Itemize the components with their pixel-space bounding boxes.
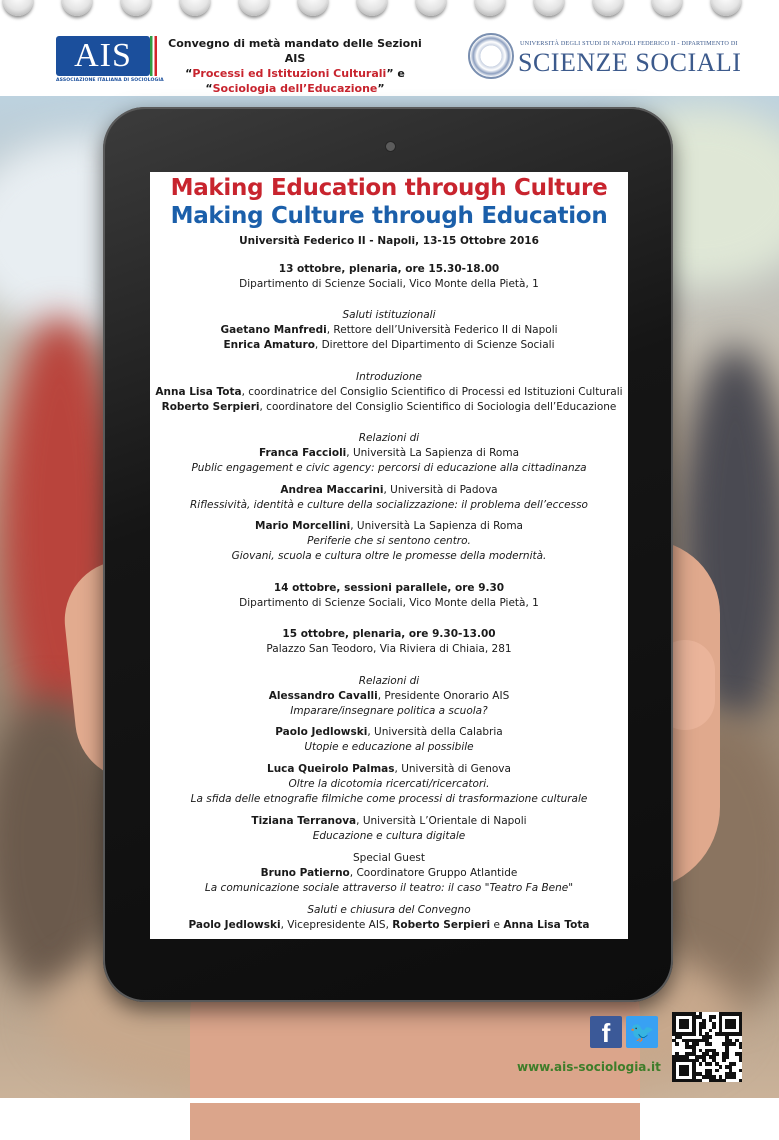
section-sociologia: Sociologia dell’Educazione xyxy=(212,82,378,95)
speaker-name: Paolo Jedlowski xyxy=(188,919,281,931)
day1-place: Dipartimento di Scienze Sociali, Vico Monte della Pietà, 1 xyxy=(239,278,539,290)
venue-dates: Università Federico II - Napoli, 13-15 Ottobre 2016 xyxy=(239,235,539,247)
speaker-name: Roberto Serpieri xyxy=(161,401,260,413)
day2-title: 14 ottobre, sessioni parallele, ore 9.30 xyxy=(273,582,505,594)
saluti-label: Saluti istituzionali xyxy=(342,309,436,321)
speaker-name: Gaetano Manfredi xyxy=(220,324,327,336)
rel1-3-title-b: Giovani, scuola e cultura oltre le promesse della modernità. xyxy=(231,550,547,562)
rel2-3-title-a: Oltre la dicotomia ricercati/ricercatori. xyxy=(288,778,490,790)
speaker-aff: , Coordinatore Gruppo Atlantide xyxy=(349,867,518,879)
speaker-role: , Rettore dell’Università Federico II di Napoli xyxy=(326,324,558,336)
ring-icon xyxy=(180,0,210,16)
convegno-line-3 xyxy=(160,81,430,96)
speaker-role: , Direttore del Dipartimento di Scienze Sociali xyxy=(314,339,555,351)
speaker-aff: , Università L’Orientale di Napoli xyxy=(356,815,527,827)
bottom-edge xyxy=(0,1098,779,1103)
qr-code-icon[interactable] xyxy=(672,1012,742,1082)
intro-1 xyxy=(150,385,628,399)
website-link[interactable]: www.ais-sociologia.it xyxy=(517,1060,661,1074)
speaker-name: Anna Lisa Tota xyxy=(155,386,242,398)
ring-icon xyxy=(416,0,446,16)
camera-icon xyxy=(385,141,396,152)
qr-module xyxy=(699,1079,703,1083)
ring-icon xyxy=(121,0,151,16)
speaker-role: , coordinatrice del Consiglio Scientifico di Processi ed Istituzioni Culturali xyxy=(241,386,623,398)
quote-end: ” e xyxy=(386,67,405,80)
speaker-name: Bruno Patierno xyxy=(260,867,350,879)
guest-label: Special Guest xyxy=(352,852,425,864)
convegno-line-2 xyxy=(160,66,430,81)
speaker-aff: , Università La Sapienza di Roma xyxy=(346,447,520,459)
speaker-role: , Vicepresidente AIS, xyxy=(280,919,393,931)
qr-module xyxy=(695,1042,699,1046)
qr-module xyxy=(685,1025,689,1029)
speaker-name: Paolo Jedlowski xyxy=(275,726,368,738)
qr-module xyxy=(692,1032,696,1036)
university-seal-icon xyxy=(468,33,514,79)
ring-icon xyxy=(298,0,328,16)
ais-logo-text: AIS xyxy=(56,36,150,76)
guest xyxy=(150,866,628,880)
qr-module xyxy=(712,1025,716,1029)
speaker-aff: , Università della Calabria xyxy=(367,726,503,738)
qr-module xyxy=(722,1059,726,1063)
convegno-line-1: Convegno di metà mandato delle Sezioni AIS xyxy=(168,37,422,65)
speaker-name: Andrea Maccarini xyxy=(280,484,384,496)
qr-module xyxy=(709,1062,713,1066)
qr-module xyxy=(709,1042,713,1046)
qr-module xyxy=(739,1045,743,1049)
ring-icon xyxy=(357,0,387,16)
unina-caption: UNIVERSITÀ DEGLI STUDI DI NAPOLI FEDERICO II - DIPARTIMENTO DI xyxy=(520,40,738,47)
speaker-name: Tiziana Terranova xyxy=(251,815,357,827)
day1-title: 13 ottobre, plenaria, ore 15.30-18.00 xyxy=(278,263,500,275)
qr-module xyxy=(739,1059,743,1063)
tablet-screen xyxy=(150,172,628,939)
rel2-3 xyxy=(150,762,628,776)
quote: “ xyxy=(185,67,193,80)
qr-module xyxy=(722,1079,726,1083)
rel1-2-title: Riflessività, identità e culture della socializzazione: il problema dell’eccesso xyxy=(190,499,588,511)
qr-module xyxy=(709,1029,713,1033)
speaker-name: Franca Faccioli xyxy=(258,447,347,459)
ring-icon xyxy=(475,0,505,16)
ring-icon xyxy=(711,0,741,16)
conjunction: e xyxy=(490,919,504,931)
qr-module xyxy=(712,1015,716,1019)
rel1-2 xyxy=(150,483,628,497)
quote: “ xyxy=(205,82,213,95)
qr-module xyxy=(732,1042,736,1046)
ring-icon xyxy=(652,0,682,16)
rel1-3 xyxy=(150,519,628,533)
twitter-icon[interactable]: 🐦 xyxy=(626,1016,658,1048)
ais-subtitle: ASSOCIAZIONE ITALIANA DI SOCIOLOGIA xyxy=(56,78,164,83)
speaker-name: Mario Morcellini xyxy=(255,520,351,532)
unina-logo xyxy=(468,33,742,85)
ring-icon xyxy=(534,0,564,16)
speaker-role: , coordinatore del Consiglio Scientifico di Sociologia dell’Educazione xyxy=(259,401,617,413)
title-blue: Making Culture through Education xyxy=(170,203,608,229)
qr-module xyxy=(715,1069,719,1073)
speaker-aff: , Università di Padova xyxy=(383,484,498,496)
qr-module xyxy=(732,1075,736,1079)
rel2-4-title: Educazione e cultura digitale xyxy=(312,830,466,842)
speaker-name: Anna Lisa Tota xyxy=(503,919,590,931)
qr-module xyxy=(699,1062,703,1066)
convegno-caption xyxy=(160,36,430,96)
speaker-aff: , Presidente Onorario AIS xyxy=(377,690,510,702)
qr-module xyxy=(715,1052,719,1056)
rel2-2-title: Utopie e educazione al possibile xyxy=(304,741,474,753)
ring-icon xyxy=(3,0,33,16)
ring-icon xyxy=(239,0,269,16)
facebook-icon[interactable]: f xyxy=(590,1016,622,1048)
qr-module xyxy=(719,1065,723,1069)
day3-place: Palazzo San Teodoro, Via Riviera di Chiaia, 281 xyxy=(266,643,512,655)
saluti-2 xyxy=(150,338,628,352)
binder-strip xyxy=(0,0,779,26)
guest-title: La comunicazione sociale attraverso il teatro: il caso "Teatro Fa Bene" xyxy=(204,882,574,894)
section-processi: Processi ed Istituzioni Culturali xyxy=(192,67,387,80)
rel2-1-title: Imparare/insegnare politica a scuola? xyxy=(290,705,488,717)
qr-module xyxy=(685,1072,689,1076)
rel1-1-title: Public engagement e civic agency: percorsi di educazione alla cittadinanza xyxy=(191,462,587,474)
italian-flag-stripe xyxy=(150,36,157,76)
rel2-2 xyxy=(150,725,628,739)
day2-place: Dipartimento di Scienze Sociali, Vico Monte della Pietà, 1 xyxy=(239,597,539,609)
speaker-aff: , Università La Sapienza di Roma xyxy=(350,520,523,532)
rel2-1 xyxy=(150,689,628,703)
qr-module xyxy=(732,1062,736,1066)
day3-title: 15 ottobre, plenaria, ore 9.30-13.00 xyxy=(282,628,496,640)
rel1-1 xyxy=(150,446,628,460)
speaker-aff: , Università di Genova xyxy=(394,763,511,775)
intro-2 xyxy=(150,400,628,414)
rel2-3-title-b: La sfida delle etnografie filmiche come processi di trasformazione culturale xyxy=(190,793,588,805)
rel1-label: Relazioni di xyxy=(358,432,420,444)
quote-end: ” xyxy=(377,82,385,95)
qr-module xyxy=(725,1055,729,1059)
rel2-label: Relazioni di xyxy=(358,675,420,687)
ring-icon xyxy=(593,0,623,16)
ring-icon xyxy=(62,0,92,16)
department-name: SCIENZE SOCIALI xyxy=(518,48,742,77)
ais-logo xyxy=(56,36,164,84)
speaker-name: Luca Queirolo Palmas xyxy=(267,763,395,775)
intro-label: Introduzione xyxy=(356,371,422,383)
qr-module xyxy=(702,1025,706,1029)
qr-module xyxy=(739,1032,743,1036)
rel2-4 xyxy=(150,814,628,828)
qr-module xyxy=(675,1042,679,1046)
rel1-3-title-a: Periferie che si sentono centro. xyxy=(307,535,471,547)
qr-module xyxy=(732,1025,736,1029)
title-red: Making Education through Culture xyxy=(170,175,608,201)
saluti-1 xyxy=(150,323,628,337)
qr-module xyxy=(739,1079,743,1083)
qr-module xyxy=(739,1069,743,1073)
speaker-name: Enrica Amaturo xyxy=(223,339,315,351)
closing-label: Saluti e chiusura del Convegno xyxy=(307,904,471,916)
speaker-name: Roberto Serpieri xyxy=(392,919,491,931)
speaker-name: Alessandro Cavalli xyxy=(268,690,378,702)
qr-module xyxy=(709,1035,713,1039)
closing-speakers xyxy=(150,918,628,932)
